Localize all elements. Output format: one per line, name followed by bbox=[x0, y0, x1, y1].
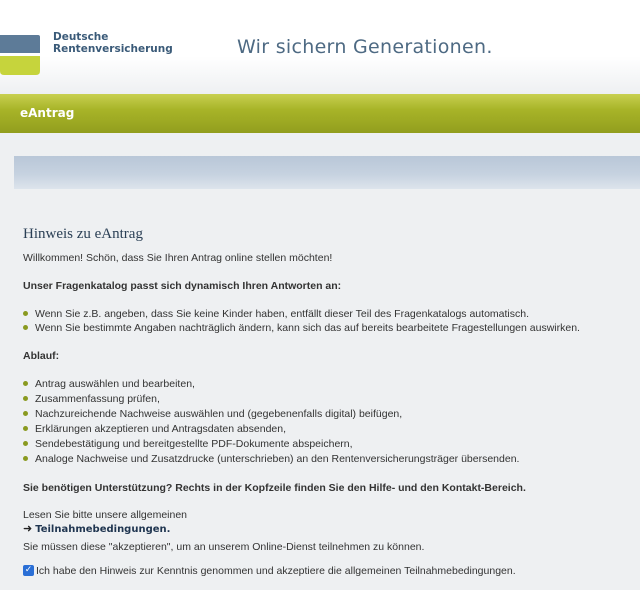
support-text: Sie benötigen Unterstützung? Rechts in der Kopfzeile finden Sie den Hilfe- und den Kontakt-Bereich. bbox=[23, 482, 526, 494]
bullet-icon bbox=[23, 396, 28, 401]
bullet-icon bbox=[23, 456, 28, 461]
list-item: Erklärungen akzeptieren und Antragsdaten absenden, bbox=[23, 423, 286, 435]
checkbox-label[interactable]: Ich habe den Hinweis zur Kenntnis genommen und akzeptiere die allgemeinen Teilnahmebedingungen. bbox=[36, 565, 516, 577]
list-item: Wenn Sie bestimmte Angaben nachträglich ändern, kann sich das auf bereits bearbeitete Fragestellungen auswirken. bbox=[23, 322, 580, 334]
bullet-icon bbox=[23, 441, 28, 446]
welcome-text: Willkommen! Schön, dass Sie Ihren Antrag online stellen möchten! bbox=[23, 252, 333, 264]
logo-line-2: Rentenversicherung bbox=[53, 42, 173, 55]
list-item: Antrag auswählen und bearbeiten, bbox=[23, 378, 195, 390]
tagline: Wir sichern Generationen. bbox=[237, 36, 493, 58]
terms-link[interactable]: Teilnahmebedingungen. bbox=[35, 524, 171, 535]
list-item: Zusammenfassung prüfen, bbox=[23, 393, 160, 405]
bullet-icon bbox=[23, 381, 28, 386]
catalog-title: Unser Fragenkatalog passt sich dynamisch Ihren Antworten an: bbox=[23, 280, 342, 292]
bullet-icon bbox=[23, 426, 28, 431]
accept-checkbox[interactable]: ✓ bbox=[24, 564, 33, 575]
process-title: Ablauf: bbox=[23, 350, 60, 362]
nav-bar bbox=[0, 94, 640, 133]
page-header bbox=[0, 0, 640, 94]
list-item: Wenn Sie z.B. angeben, dass Sie keine Kinder haben, entfällt dieser Teil des Fragenkatalogs automatisch. bbox=[23, 308, 529, 320]
nav-title[interactable]: eAntrag bbox=[20, 106, 75, 120]
bullet-icon bbox=[23, 411, 28, 416]
logo-line-1: Deutsche bbox=[53, 31, 109, 43]
arrow-right-icon: ➜ bbox=[23, 523, 33, 535]
accept-note: Sie müssen diese "akzeptieren", um an unserem Online-Dienst teilnehmen zu können. bbox=[23, 541, 425, 553]
bullet-icon bbox=[23, 325, 28, 330]
page-title: Hinweis zu eAntrag bbox=[23, 226, 143, 242]
logo-text bbox=[53, 32, 173, 55]
list-item: Nachzureichende Nachweise auswählen und (gegebenenfalls digital) beifügen, bbox=[23, 408, 402, 420]
bullet-icon bbox=[23, 311, 28, 316]
terms-link-row bbox=[23, 522, 170, 535]
read-terms-text: Lesen Sie bitte unsere allgemeinen bbox=[23, 509, 188, 521]
list-item: Analoge Nachweise und Zusatzdrucke (unterschrieben) an den Rentenversicherungsträger übersenden. bbox=[23, 453, 519, 465]
list-item: Sendebestätigung und bereitgestellte PDF-Dokumente abspeichern, bbox=[23, 438, 353, 450]
accept-checkbox-row[interactable] bbox=[23, 565, 516, 577]
sub-bar bbox=[14, 156, 640, 189]
